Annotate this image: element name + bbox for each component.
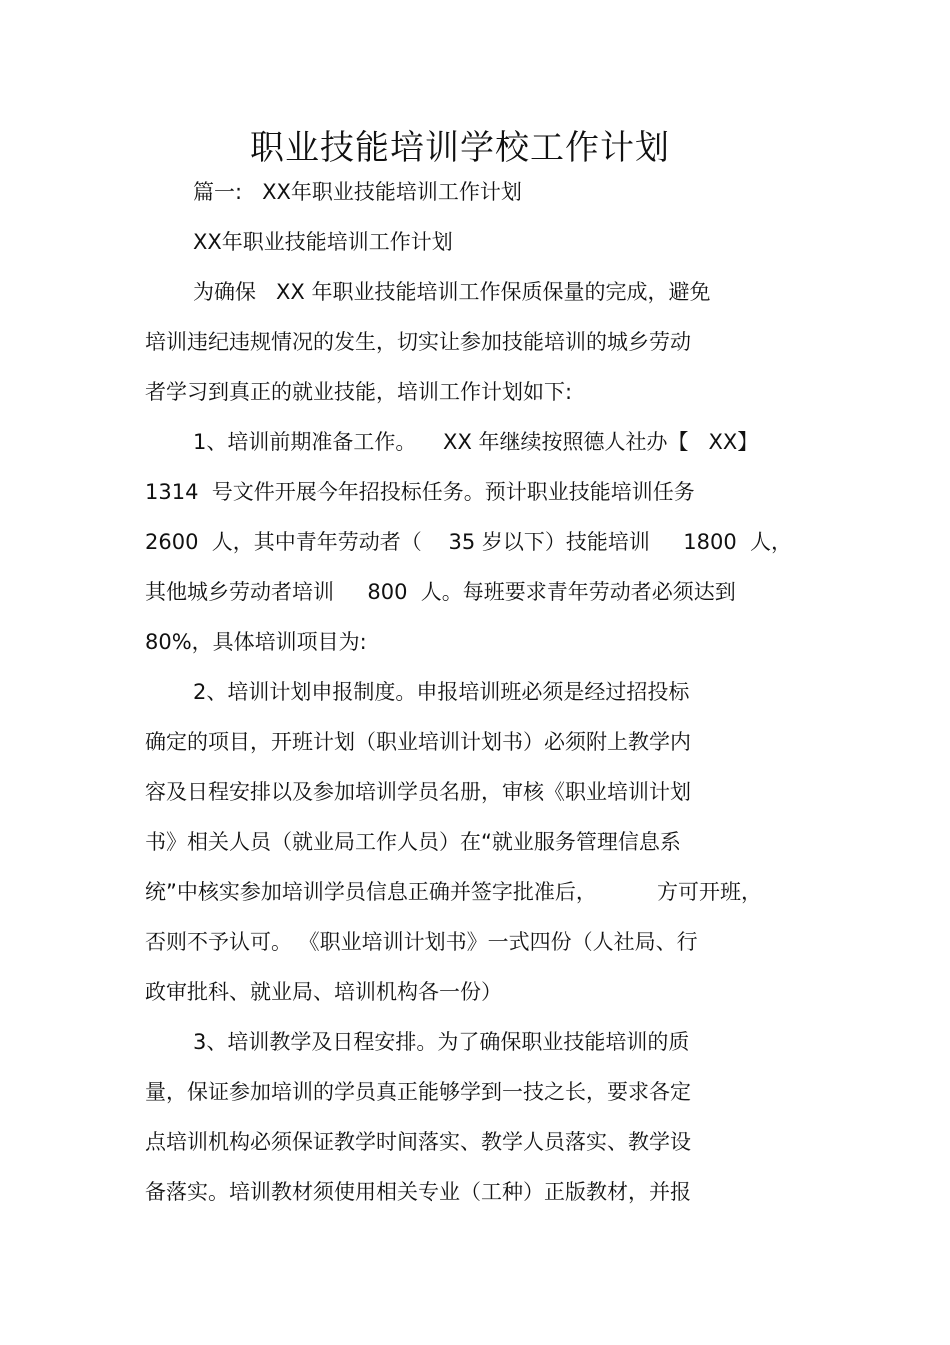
paragraph-line: 3、培训教学及日程安排。为了确保职业技能培训的质 [193,1030,690,1054]
paragraph-line: 政审批科、就业局、培训机构各一份） [145,980,502,1004]
paragraph-line: 80%，具体培训项目为: [145,630,367,654]
paragraph-line: 否则不予认可。 《职业培训计划书》一式四份（人社局、行 [145,930,698,954]
plan-subtitle: XX年职业技能培训工作计划 [193,230,453,254]
document-title: 职业技能培训学校工作计划 [250,128,670,168]
paragraph-line: 书》相关人员（就业局工作人员）在“就业服务管理信息系 [145,830,681,854]
paragraph-line: 统”中核实参加培训学员信息正确并签字批准后， 方可开班， [145,880,762,904]
paragraph-line: 其他城乡劳动者培训 800 人。每班要求青年劳动者必须达到 [145,580,736,604]
paragraph-line: 1314 号文件开展今年招投标任务。预计职业技能培训任务 [145,480,695,504]
section-heading: 篇一: XX年职业技能培训工作计划 [193,180,522,204]
paragraph-line: 确定的项目，开班计划（职业培训计划书）必须附上教学内 [145,730,691,754]
paragraph-line: 者学习到真正的就业技能，培训工作计划如下: [145,380,573,404]
paragraph-line: 培训违纪违规情况的发生，切实让参加技能培训的城乡劳动 [145,330,691,354]
paragraph-line: 2600 人，其中青年劳动者（ 35 岁以下）技能培训 1800 人， [145,530,793,554]
paragraph-line: 2、培训计划申报制度。申报培训班必须是经过招投标 [193,680,690,704]
paragraph-line: 1、培训前期准备工作。 XX 年继续按照德人社办【 XX】 [193,430,759,454]
paragraph-line: 备落实。培训教材须使用相关专业（工种）正版教材，并报 [145,1180,691,1204]
paragraph-line: 容及日程安排以及参加培训学员名册，审核《职业培训计划 [145,780,691,804]
paragraph-line: 量，保证参加培训的学员真正能够学到一技之长，要求各定 [145,1080,691,1104]
paragraph-line: 为确保 XX 年职业技能培训工作保质保量的完成，避免 [193,280,711,304]
paragraph-line: 点培训机构必须保证教学时间落实、教学人员落实、教学设 [145,1130,691,1154]
